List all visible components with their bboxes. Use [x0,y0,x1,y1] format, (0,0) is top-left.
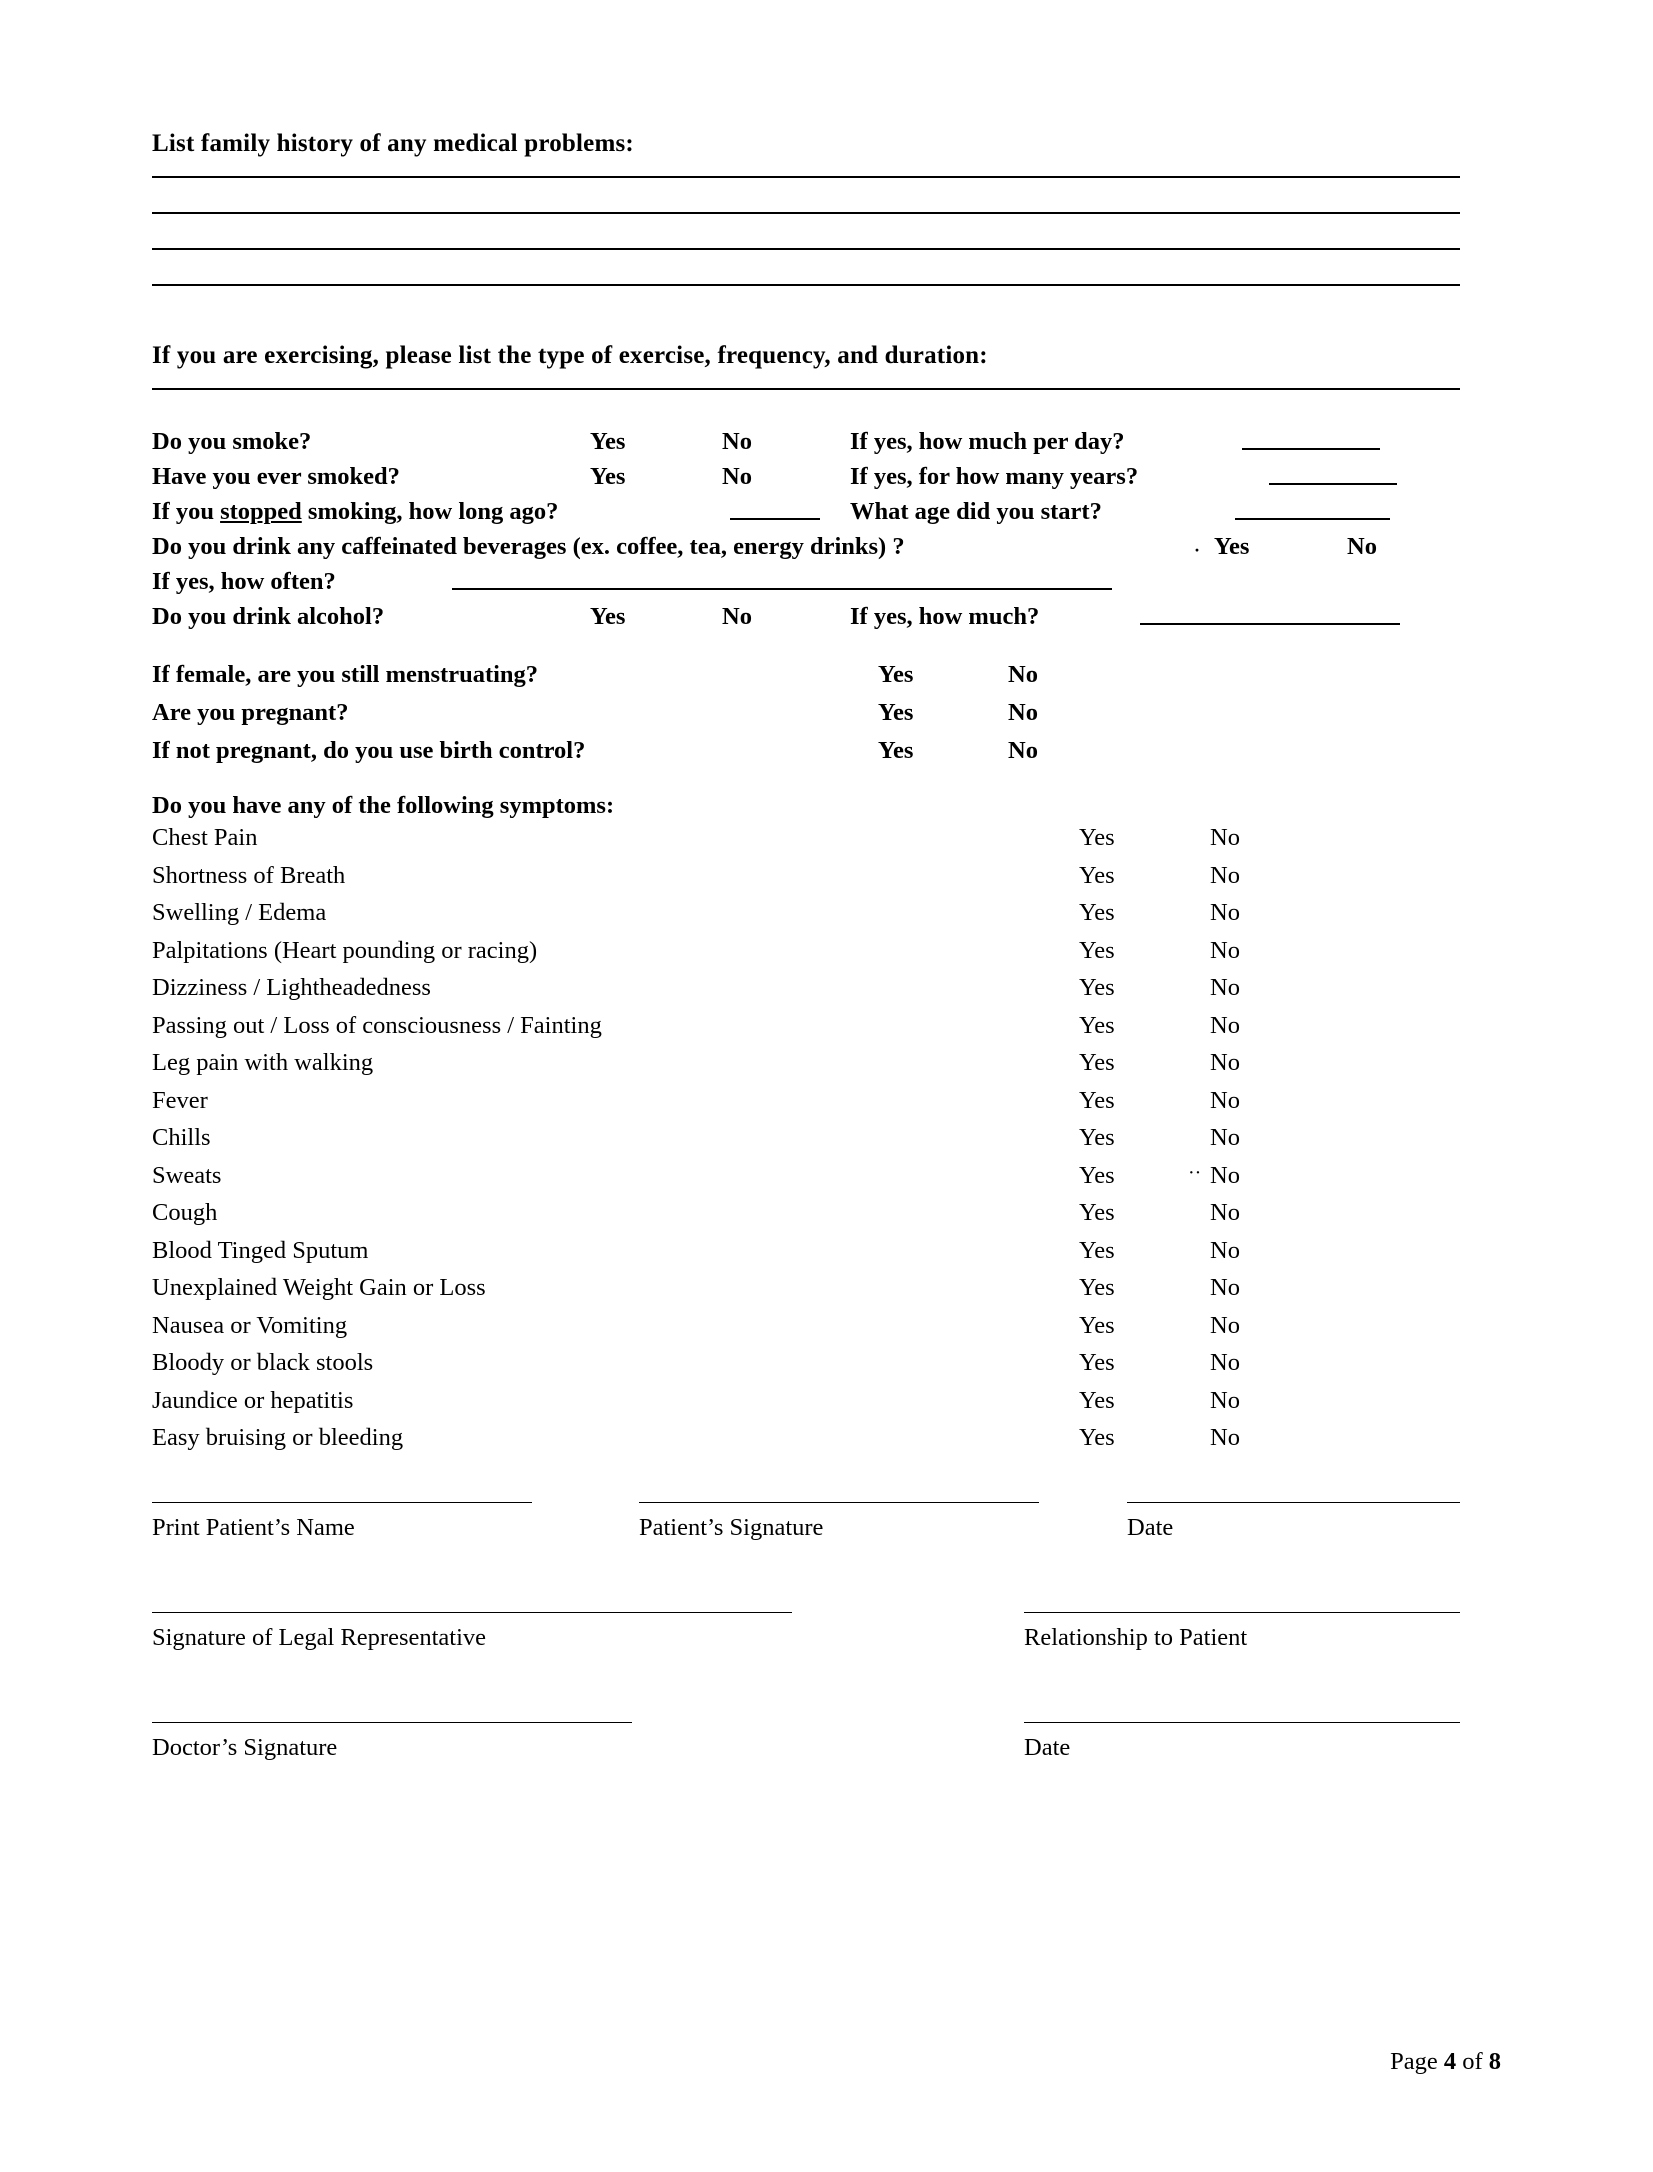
symptom-no-option[interactable]: No [1210,861,1240,889]
relationship-to-patient-label: Relationship to Patient [1024,1623,1248,1651]
symptom-no-option[interactable]: No [1210,1086,1240,1114]
caffeine-yes-option[interactable]: Yes [1214,533,1250,560]
female-yes-option[interactable]: Yes [878,737,914,764]
symptom-no-option[interactable]: No [1210,1161,1240,1189]
symptom-no-option[interactable]: No [1210,1199,1240,1226]
stopped-prefix: If you [152,498,221,525]
symptom-no-option[interactable]: No [1210,1236,1240,1264]
caffeine-frequency-label: If yes, how often? [152,568,336,595]
doctor-signature-input[interactable] [152,1722,632,1723]
symptom-yes-option[interactable]: Yes [1079,1049,1115,1076]
stray-dots-mark: ·· [1188,1161,1202,1184]
symptom-yes-option[interactable]: Yes [1079,1199,1115,1226]
family-history-blank-line-2[interactable] [152,212,1460,214]
symptoms-list [152,824,1472,1462]
symptom-yes-option[interactable]: Yes [1079,1086,1115,1114]
symptom-yes-option[interactable]: Yes [1079,861,1115,889]
page-current: 4 [1443,2048,1457,2075]
smoke-yes-option[interactable]: Yes [590,428,626,455]
page-middle: of [1456,2048,1489,2075]
start-age-input[interactable] [1235,496,1390,520]
page-content [152,130,1472,1832]
symptom-row [152,862,1472,900]
symptom-row [152,1087,1472,1125]
alcohol-amount-input[interactable] [1140,601,1400,625]
female-question-label: If female, are you still menstruating? [152,661,539,688]
symptom-row [152,899,1472,937]
symptom-label: Dizziness / Lightheadedness [152,974,431,1001]
symptom-no-option[interactable]: No [1210,1386,1240,1414]
smoke-question: Do you smoke? [152,428,312,455]
signature-row-2 [152,1612,1472,1722]
symptom-label: Leg pain with walking [152,1049,374,1076]
symptom-row [152,937,1472,975]
symptom-no-option[interactable]: No [1210,1311,1240,1339]
symptom-label: Chills [152,1124,211,1151]
spacer [152,320,1472,342]
alcohol-row [152,599,1472,634]
patient-signature-input[interactable] [639,1502,1039,1503]
spacer [152,770,1472,792]
symptom-label: Blood Tinged Sputum [152,1236,369,1264]
female-question-label: If not pregnant, do you use birth control? [152,737,586,764]
caffeine-question: Do you drink any caffeinated beverages (ex. coffee, tea, energy drinks) ? [152,533,905,560]
family-history-heading: List family history of any medical problems: [152,130,634,157]
symptom-yes-option[interactable]: Yes [1079,1124,1115,1151]
symptom-yes-option[interactable]: Yes [1079,936,1115,964]
symptom-label: Chest Pain [152,824,258,851]
family-history-blank-line-3[interactable] [152,248,1460,250]
symptom-row [152,1349,1472,1387]
caffeine-frequency-row [152,564,1472,599]
exercise-blank-line-1[interactable] [152,388,1460,390]
smoke-amount-input[interactable] [1242,426,1380,450]
symptoms-heading: Do you have any of the following symptoms: [152,792,615,819]
caffeine-row [152,529,1472,564]
symptom-row [152,1312,1472,1350]
symptom-yes-option[interactable]: Yes [1079,824,1115,851]
ever-smoked-question: Have you ever smoked? [152,463,400,490]
symptom-no-option[interactable]: No [1210,1124,1240,1151]
symptom-label: Easy bruising or bleeding [152,1424,404,1451]
female-question-label: Are you pregnant? [152,699,349,726]
habits-section [152,424,1472,634]
stopped-smoking-row [152,494,1472,529]
symptom-no-option[interactable]: No [1210,824,1240,851]
exercise-heading: If you are exercising, please list the type of exercise, frequency, and duration: [152,342,988,369]
ever-smoked-years-input[interactable] [1269,461,1397,485]
symptom-no-option[interactable]: No [1210,936,1240,964]
stopped-smoking-duration-input[interactable] [730,496,820,520]
symptom-row [152,1124,1472,1162]
symptom-label: Jaundice or hepatitis [152,1386,354,1414]
symptom-no-option[interactable]: No [1210,1049,1240,1076]
stopped-smoking-question [152,494,558,529]
female-questions-section [152,656,1472,770]
date-input-1[interactable] [1127,1502,1460,1503]
date-input-2[interactable] [1024,1722,1460,1723]
symptom-label: Shortness of Breath [152,861,346,889]
female-question-row [152,732,1472,770]
symptom-row [152,1237,1472,1275]
symptom-yes-option[interactable]: Yes [1079,974,1115,1001]
family-history-blank-line-4[interactable] [152,284,1460,286]
symptom-row [152,1424,1472,1462]
symptom-row [152,974,1472,1012]
symptom-row [152,1049,1472,1087]
female-no-option[interactable]: No [1008,661,1038,688]
ever-smoked-row [152,459,1472,494]
date-label-1: Date [1127,1513,1174,1541]
ever-smoked-yes-option[interactable]: Yes [590,463,626,490]
stopped-suffix: smoking, how long ago? [301,498,559,525]
symptom-yes-option[interactable]: Yes [1079,1311,1115,1339]
patient-signature-label: Patient’s Signature [639,1513,824,1541]
symptom-row [152,1199,1472,1237]
female-no-option[interactable]: No [1008,699,1038,726]
female-question-row [152,694,1472,732]
symptom-label: Palpitations (Heart pounding or racing) [152,936,538,964]
page-number-footer [1390,2048,1501,2076]
symptom-yes-option[interactable]: Yes [1079,1011,1115,1039]
spacer [152,634,1472,656]
doctor-signature-label: Doctor’s Signature [152,1733,338,1761]
family-history-blank-line-1[interactable] [152,176,1460,178]
symptom-yes-option[interactable]: Yes [1079,1274,1115,1301]
female-yes-option[interactable]: Yes [878,699,914,726]
symptom-label: Cough [152,1199,218,1226]
symptom-row [152,824,1472,862]
symptom-label: Fever [152,1086,208,1114]
alcohol-yes-option[interactable]: Yes [590,603,626,630]
symptom-label: Swelling / Edema [152,899,327,926]
legal-representative-signature-label: Signature of Legal Representative [152,1623,487,1651]
female-yes-option[interactable]: Yes [878,661,914,688]
symptom-label: Unexplained Weight Gain or Loss [152,1274,486,1301]
alcohol-followup-label: If yes, how much? [850,603,1040,630]
female-question-row [152,656,1472,694]
symptom-no-option[interactable]: No [1210,1424,1240,1451]
symptom-no-option[interactable]: No [1210,1349,1240,1376]
page-total: 8 [1488,2048,1501,2075]
symptom-row [152,1387,1472,1425]
stopped-underlined-word: stopped [220,498,302,525]
caffeine-dot-mark: · [1194,540,1201,560]
print-patient-name-label: Print Patient’s Name [152,1513,355,1541]
symptom-yes-option[interactable]: Yes [1079,1349,1115,1376]
symptom-label: Passing out / Loss of consciousness / Fainting [152,1011,602,1039]
female-no-option[interactable]: No [1008,737,1038,764]
print-patient-name-input[interactable] [152,1502,532,1503]
legal-representative-signature-input[interactable] [152,1612,792,1613]
symptom-label: Bloody or black stools [152,1349,374,1376]
signature-row-1 [152,1502,1472,1612]
symptom-yes-option[interactable]: Yes [1079,1161,1115,1189]
alcohol-question: Do you drink alcohol? [152,603,385,630]
symptom-yes-option[interactable]: Yes [1079,899,1115,926]
smoke-row [152,424,1472,459]
signature-row-3 [152,1722,1472,1832]
signature-section [152,1502,1472,1832]
symptom-row [152,1274,1472,1312]
symptom-no-option[interactable]: No [1210,1274,1240,1301]
symptom-row [152,1162,1472,1200]
ever-smoked-followup-label: If yes, for how many years? [850,463,1139,490]
symptom-no-option[interactable]: No [1210,899,1240,926]
symptom-label: Sweats [152,1161,222,1189]
page-prefix: Page [1390,2048,1444,2075]
symptom-yes-option[interactable]: Yes [1079,1424,1115,1451]
smoke-followup-label: If yes, how much per day? [850,428,1125,455]
symptom-label: Nausea or Vomiting [152,1311,348,1339]
symptom-yes-option[interactable]: Yes [1079,1386,1115,1414]
date-label-2: Date [1024,1733,1071,1761]
start-age-label: What age did you start? [850,498,1102,525]
smoke-no-option[interactable]: No [722,428,752,455]
relationship-to-patient-input[interactable] [1024,1612,1460,1613]
symptom-no-option[interactable]: No [1210,974,1240,1001]
symptom-row [152,1012,1472,1050]
symptom-yes-option[interactable]: Yes [1079,1236,1115,1264]
alcohol-no-option[interactable]: No [722,603,752,630]
caffeine-frequency-input[interactable] [452,566,1112,590]
ever-smoked-no-option[interactable]: No [722,463,752,490]
symptom-no-option[interactable]: No [1210,1011,1240,1039]
caffeine-no-option[interactable]: No [1347,533,1377,560]
